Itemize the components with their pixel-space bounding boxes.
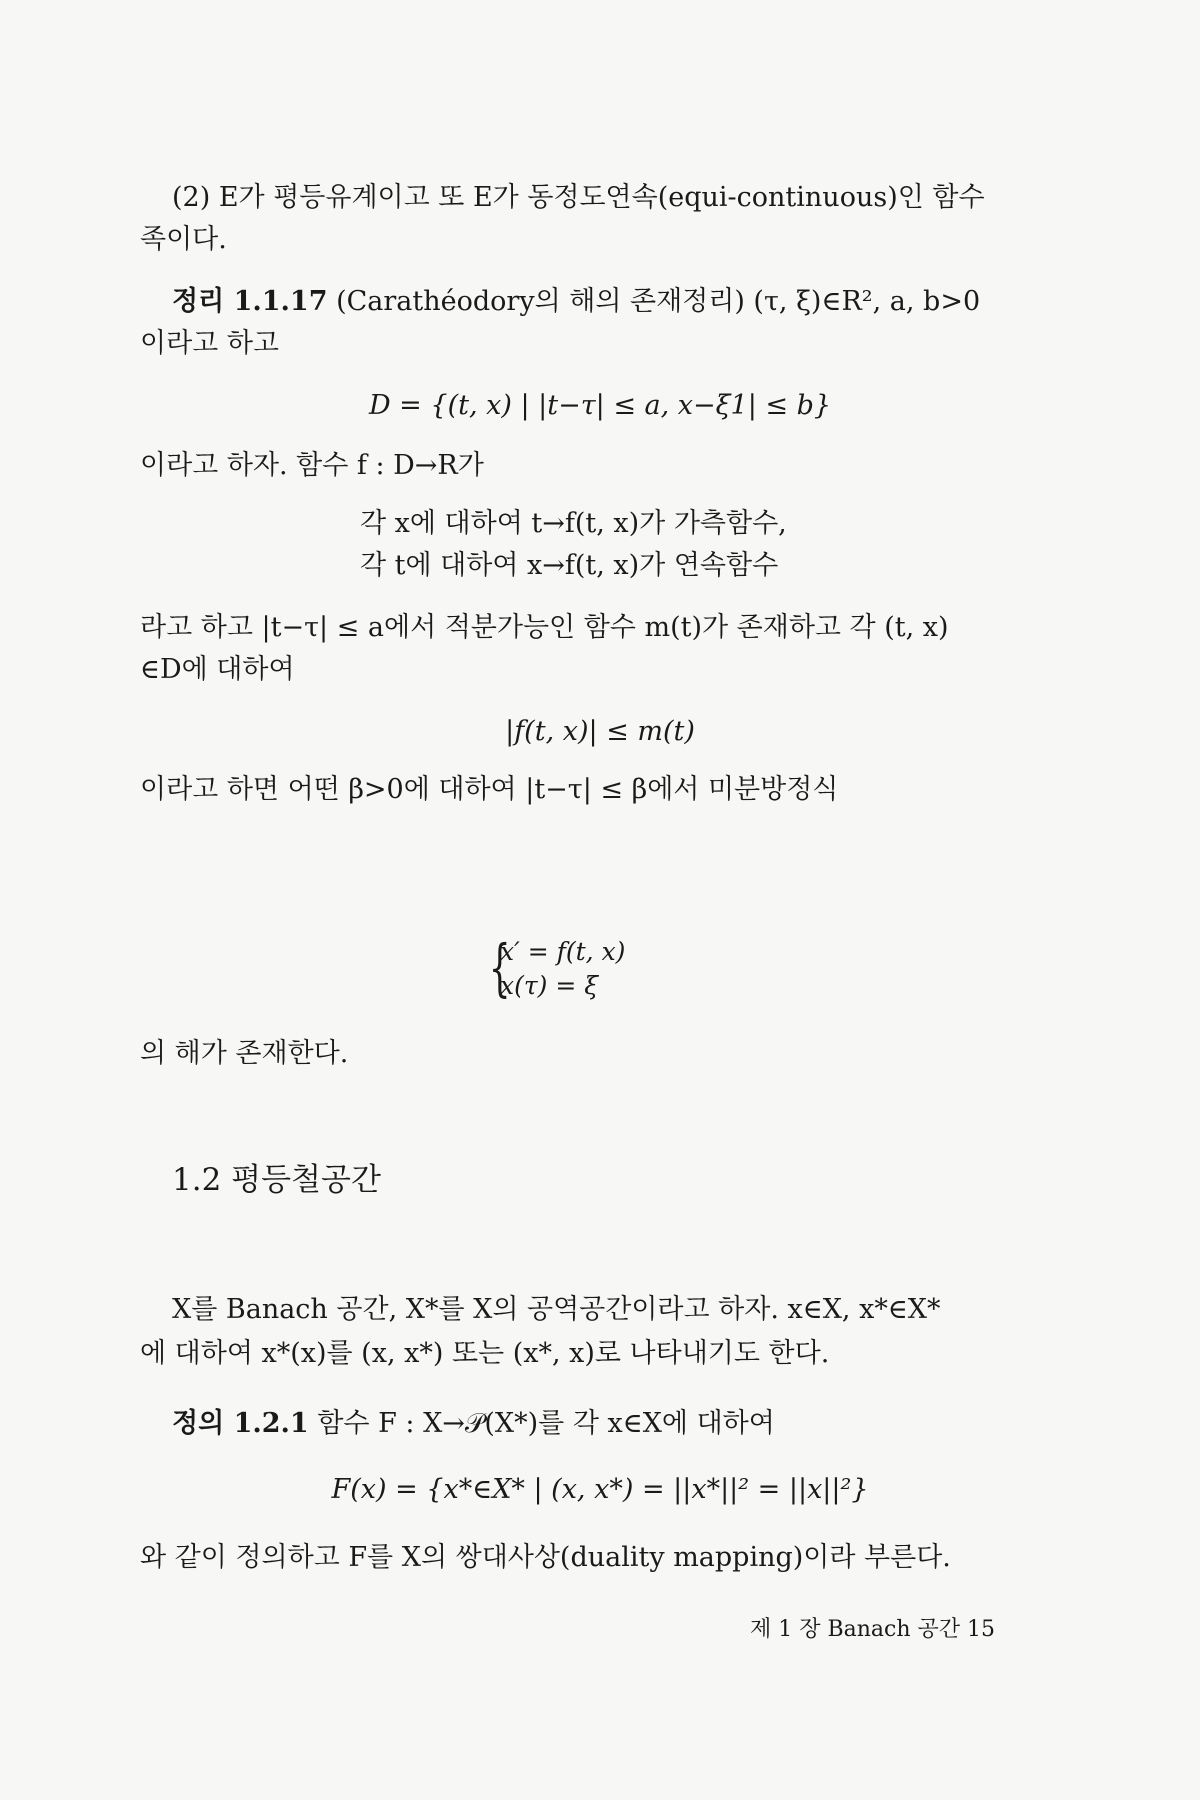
theorem-line-3: 이라고 하자. 함수 f : D→R가 <box>140 450 484 481</box>
brace-symbol: { <box>488 931 511 1004</box>
duality-formula: F(x) = {x*∈X* | (x, x*) = ||x*||² = ||x||²} <box>331 1474 869 1505</box>
theorem-line-4: 라고 하고 |t−τ| ≤ a에서 적분가능인 함수 m(t)가 존재하고 각 (t, x) <box>140 612 949 643</box>
definition-label: 정의 1.2.1 <box>172 1408 309 1439</box>
theorem-line-1: (Carathéodory의 해의 존재정리) (τ, ξ)∈R², a, b>0 <box>336 286 981 317</box>
condition-2: 각 t에 대하여 x→f(t, x)가 연속함수 <box>360 550 779 581</box>
definition-line-1: 함수 F : X→𝒫(X*)를 각 x∈X에 대하여 <box>317 1408 775 1439</box>
definition-1-2-1-heading <box>172 1404 1060 1444</box>
paragraph-1-line-2: 족이다. <box>140 224 227 255</box>
theorem-1-1-17-heading <box>172 282 1060 322</box>
ode-equation-2: x(τ) = ξ <box>500 971 599 1000</box>
paragraph-2-line-2: 에 대하여 x*(x)를 (x, x*) 또는 (x*, x)로 나타내기도 한다. <box>140 1338 830 1369</box>
paragraph-1-line-1: (2) E가 평등유계이고 또 E가 동정도연속(equi-continuous)인 함수 <box>172 182 985 213</box>
page-footer: 제 1 장 Banach 공간 15 <box>749 1617 995 1642</box>
theorem-line-2: 이라고 하고 <box>140 328 279 359</box>
section-title: 1.2 평등철공간 <box>172 1162 381 1198</box>
theorem-line-5: ∈D에 대하여 <box>140 654 295 685</box>
condition-1: 각 x에 대하여 t→f(t, x)가 가측함수, <box>360 508 787 539</box>
paragraph-2-line-1: X를 Banach 공간, X*를 X의 공역공간이라고 하자. x∈X, x*∈X* <box>172 1294 941 1325</box>
ode-equation-1: x′ = f(t, x) <box>500 937 626 966</box>
definition-line-2: 와 같이 정의하고 F를 X의 쌍대사상(duality mapping)이라 부른다. <box>140 1542 951 1573</box>
ode-system <box>488 931 626 1004</box>
bound-formula: |f(t, x)| ≤ m(t) <box>505 716 695 747</box>
theorem-line-6: 이라고 하면 어떤 β>0에 대하여 |t−τ| ≤ β에서 미분방정식 <box>140 774 839 805</box>
theorem-line-7: 의 해가 존재한다. <box>140 1038 349 1069</box>
theorem-label: 정리 1.1.17 <box>172 286 328 317</box>
set-d-formula: D = {(t, x) | |t−τ| ≤ a, x−ξ1| ≤ b} <box>368 390 832 421</box>
